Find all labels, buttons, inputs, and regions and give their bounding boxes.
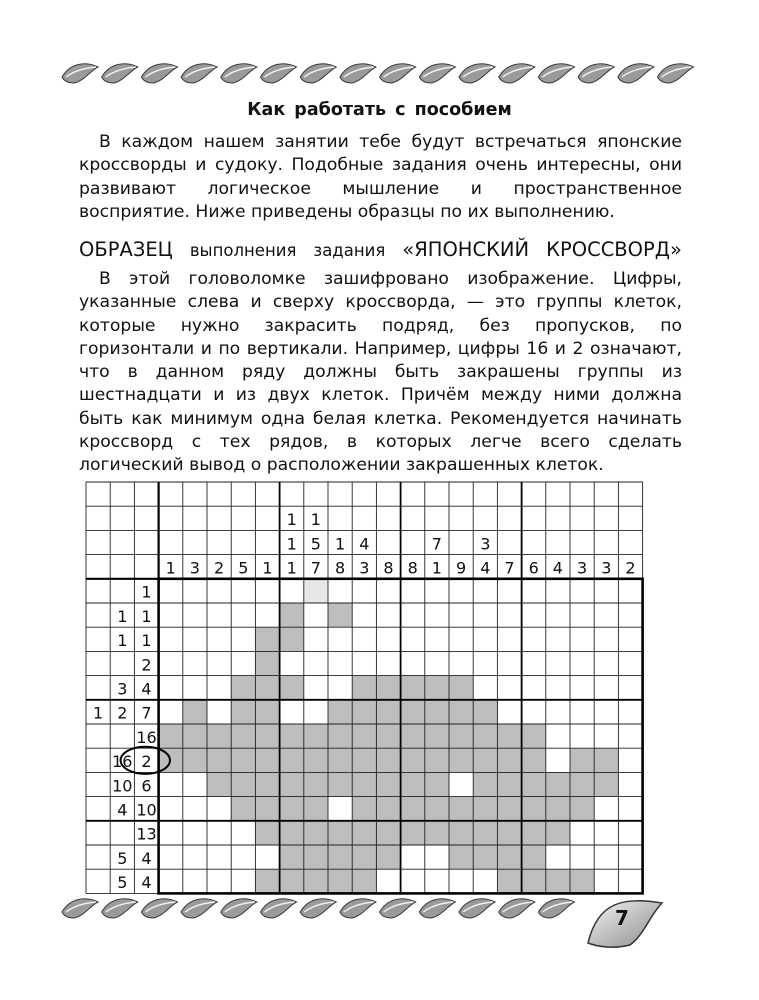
- filled-cell: [497, 845, 521, 869]
- leaf-ornament: [419, 899, 455, 918]
- filled-cell: [425, 676, 449, 700]
- filled-cell: [352, 700, 376, 724]
- filled-cell: [401, 748, 425, 772]
- filled-cell: [255, 700, 279, 724]
- section-heading-word: выполнения: [189, 241, 297, 260]
- filled-cell: [280, 797, 304, 821]
- filled-cell: [522, 845, 546, 869]
- filled-cell: [497, 797, 521, 821]
- leaf-ornament: [141, 64, 177, 83]
- filled-cell: [328, 724, 352, 748]
- filled-cell: [497, 821, 521, 845]
- filled-cell: [425, 724, 449, 748]
- filled-cell: [376, 748, 400, 772]
- leaf-ornament: [141, 899, 177, 918]
- filled-cell: [304, 845, 328, 869]
- filled-cell: [352, 821, 376, 845]
- filled-cell: [328, 748, 352, 772]
- leaf-ornament: [340, 64, 376, 83]
- leaf-ornament: [102, 899, 138, 918]
- column-clue: 1: [431, 558, 442, 578]
- top-ornament: [0, 55, 759, 91]
- leaf-ornament: [62, 64, 98, 83]
- filled-cell: [570, 797, 594, 821]
- filled-cell: [280, 627, 304, 651]
- section-heading: [79, 238, 682, 261]
- column-clue: 4: [359, 534, 370, 554]
- filled-cell: [255, 676, 279, 700]
- filled-cell: [280, 821, 304, 845]
- row-clue: 2: [141, 752, 152, 772]
- column-clue: 9: [456, 558, 467, 578]
- filled-cell: [401, 772, 425, 796]
- column-clue: 4: [480, 558, 491, 578]
- column-clue: 5: [310, 534, 321, 554]
- leaf-ornament: [181, 899, 217, 918]
- filled-cell: [522, 724, 546, 748]
- filled-cell: [473, 700, 497, 724]
- bottom-ornament: [0, 890, 600, 926]
- filled-cell: [183, 724, 207, 748]
- filled-cell: [304, 772, 328, 796]
- filled-cell: [255, 748, 279, 772]
- leaf-ornament: [62, 899, 98, 918]
- filled-cell: [352, 797, 376, 821]
- filled-cell: [401, 797, 425, 821]
- filled-cell: [425, 797, 449, 821]
- filled-cell: [183, 700, 207, 724]
- filled-cell: [255, 797, 279, 821]
- leaf-ornament: [300, 899, 336, 918]
- filled-cell: [280, 603, 304, 627]
- filled-cell: [304, 748, 328, 772]
- filled-cell: [183, 748, 207, 772]
- leaf-ornament: [181, 64, 217, 83]
- column-clue: 3: [480, 534, 491, 554]
- column-clue: 8: [383, 558, 394, 578]
- row-clue: 1: [141, 582, 152, 602]
- column-clue: 2: [214, 558, 225, 578]
- filled-cell: [280, 845, 304, 869]
- leaf-ornament: [538, 64, 574, 83]
- leaf-ornament: [380, 64, 416, 83]
- hint-cell: [304, 579, 328, 603]
- row-clue: 6: [141, 776, 152, 796]
- row-clue: 16: [112, 752, 133, 772]
- filled-cell: [425, 748, 449, 772]
- filled-cell: [473, 724, 497, 748]
- column-clue: 1: [335, 534, 346, 554]
- leaf-ornament: [419, 64, 455, 83]
- row-clue: 1: [117, 631, 128, 651]
- filled-cell: [328, 700, 352, 724]
- filled-cell: [231, 676, 255, 700]
- filled-cell: [231, 700, 255, 724]
- filled-cell: [328, 821, 352, 845]
- filled-cell: [231, 748, 255, 772]
- column-clue: 2: [625, 558, 636, 578]
- filled-cell: [352, 724, 376, 748]
- row-clue: 4: [141, 679, 152, 699]
- row-clue: 5: [117, 873, 128, 893]
- filled-cell: [594, 772, 618, 796]
- filled-cell: [522, 748, 546, 772]
- filled-cell: [570, 772, 594, 796]
- filled-cell: [328, 603, 352, 627]
- row-clue: 5: [117, 848, 128, 868]
- filled-cell: [304, 797, 328, 821]
- intro-paragraph: В каждом нашем занятии тебе будут встречаться японские кроссворды и судоку. Подобные задания очень интересны, они развивают логическое мышление и пространственное восприятие. Ниже приведены образцы по их выполнению.: [79, 132, 682, 222]
- page-number: 7: [615, 906, 629, 930]
- filled-cell: [376, 821, 400, 845]
- leaf-ornament: [340, 899, 376, 918]
- filled-cell: [546, 772, 570, 796]
- row-clue: 1: [141, 606, 152, 626]
- filled-cell: [231, 797, 255, 821]
- section-heading-word: ОБРАЗЕЦ: [79, 238, 173, 261]
- filled-cell: [352, 676, 376, 700]
- filled-cell: [304, 724, 328, 748]
- column-clue: 1: [262, 558, 273, 578]
- filled-cell: [546, 821, 570, 845]
- row-clue: 16: [136, 727, 157, 747]
- filled-cell: [546, 797, 570, 821]
- row-clue: 3: [117, 679, 128, 699]
- leaf-ornament: [499, 899, 535, 918]
- filled-cell: [352, 772, 376, 796]
- filled-cell: [207, 772, 231, 796]
- column-clue: 3: [577, 558, 588, 578]
- filled-cell: [449, 748, 473, 772]
- row-clue: 13: [136, 824, 157, 844]
- filled-cell: [376, 676, 400, 700]
- leaf-ornament: [538, 899, 574, 918]
- filled-cell: [280, 724, 304, 748]
- column-clue: 4: [552, 558, 563, 578]
- column-clue: 8: [335, 558, 346, 578]
- filled-cell: [352, 845, 376, 869]
- filled-cell: [401, 724, 425, 748]
- page-title: Как работать с пособием: [247, 100, 512, 120]
- leaf-ornament: [261, 64, 297, 83]
- leaf-ornament: [261, 899, 297, 918]
- filled-cell: [401, 676, 425, 700]
- filled-cell: [207, 724, 231, 748]
- leaf-ornament: [300, 64, 336, 83]
- filled-cell: [425, 700, 449, 724]
- column-clue: 8: [407, 558, 418, 578]
- filled-cell: [497, 772, 521, 796]
- filled-cell: [449, 700, 473, 724]
- column-clue: 3: [189, 558, 200, 578]
- column-clue: 7: [310, 558, 321, 578]
- filled-cell: [231, 772, 255, 796]
- filled-cell: [594, 748, 618, 772]
- filled-cell: [328, 772, 352, 796]
- filled-cell: [280, 676, 304, 700]
- row-clue: 4: [141, 848, 152, 868]
- row-clue: 4: [141, 873, 152, 893]
- leaf-ornament: [499, 64, 535, 83]
- leaf-ornament: [459, 64, 495, 83]
- filled-cell: [376, 772, 400, 796]
- column-clue: 1: [310, 510, 321, 530]
- column-clue: 1: [165, 558, 176, 578]
- filled-cell: [255, 724, 279, 748]
- leaf-ornament: [618, 64, 654, 83]
- nonogram-grid: [86, 482, 646, 893]
- filled-cell: [280, 772, 304, 796]
- filled-cell: [449, 821, 473, 845]
- leaf-ornament: [221, 899, 257, 918]
- filled-cell: [425, 772, 449, 796]
- filled-cell: [449, 676, 473, 700]
- filled-cell: [376, 845, 400, 869]
- filled-cell: [473, 748, 497, 772]
- filled-cell: [207, 748, 231, 772]
- filled-cell: [522, 772, 546, 796]
- filled-cell: [304, 821, 328, 845]
- row-clue: 1: [117, 606, 128, 626]
- filled-cell: [328, 845, 352, 869]
- filled-cell: [159, 724, 183, 748]
- description-paragraph: В этой головоломке зашифровано изображение. Цифры, указанные слева и сверху кроссворда, — это группы клеток, которые нужно закрасить подряд, без пропусков, по горизонтали и по вертикали. Например, цифры 16 и 2 означают, что в данном ряду должны быть закрашены группы из шестнадцати и из двух клеток. Причём между ними должна быть как минимум одна белая клетка. Рекомендуется начинать кроссворд с тех рядов, в которых легче всего сделать логический вывод о расположении закрашенных клеток.: [79, 269, 682, 476]
- column-clue: 1: [286, 558, 297, 578]
- filled-cell: [231, 724, 255, 748]
- section-heading-word: «ЯПОНСКИЙ: [402, 238, 530, 261]
- column-clue: 3: [601, 558, 612, 578]
- filled-cell: [255, 821, 279, 845]
- leaf-ornament: [102, 64, 138, 83]
- filled-cell: [497, 724, 521, 748]
- row-clue: 1: [141, 631, 152, 651]
- leaf-ornament: [578, 64, 614, 83]
- filled-cell: [401, 700, 425, 724]
- filled-cell: [376, 700, 400, 724]
- filled-cell: [376, 797, 400, 821]
- row-clue: 10: [112, 776, 133, 796]
- leaf-ornament: [221, 64, 257, 83]
- filled-cell: [522, 821, 546, 845]
- filled-cell: [497, 748, 521, 772]
- filled-cell: [376, 724, 400, 748]
- filled-cell: [401, 821, 425, 845]
- leaf-ornament: [380, 899, 416, 918]
- filled-cell: [255, 651, 279, 675]
- column-clue: 7: [431, 534, 442, 554]
- column-clue: 5: [238, 558, 249, 578]
- column-clue: 6: [528, 558, 539, 578]
- leaf-ornament: [459, 899, 495, 918]
- section-heading-word: задания: [313, 241, 386, 260]
- column-clue: 1: [286, 534, 297, 554]
- column-clue: 1: [286, 510, 297, 530]
- filled-cell: [473, 772, 497, 796]
- filled-cell: [522, 797, 546, 821]
- filled-cell: [255, 772, 279, 796]
- row-clue: 4: [117, 800, 128, 820]
- row-clue: 2: [117, 703, 128, 723]
- row-clue: 1: [93, 703, 104, 723]
- column-clue: 7: [504, 558, 515, 578]
- column-clue: 3: [359, 558, 370, 578]
- row-clue: 2: [141, 655, 152, 675]
- filled-cell: [425, 821, 449, 845]
- filled-cell: [473, 821, 497, 845]
- filled-cell: [255, 627, 279, 651]
- filled-cell: [449, 797, 473, 821]
- leaf-ornament: [658, 64, 694, 83]
- filled-cell: [570, 748, 594, 772]
- filled-cell: [449, 724, 473, 748]
- filled-cell: [473, 797, 497, 821]
- filled-cell: [473, 845, 497, 869]
- filled-cell: [449, 845, 473, 869]
- row-clue: 7: [141, 703, 152, 723]
- section-heading-word: КРОССВОРД»: [546, 238, 682, 261]
- filled-cell: [280, 748, 304, 772]
- row-clue: 10: [136, 800, 157, 820]
- filled-cell: [352, 748, 376, 772]
